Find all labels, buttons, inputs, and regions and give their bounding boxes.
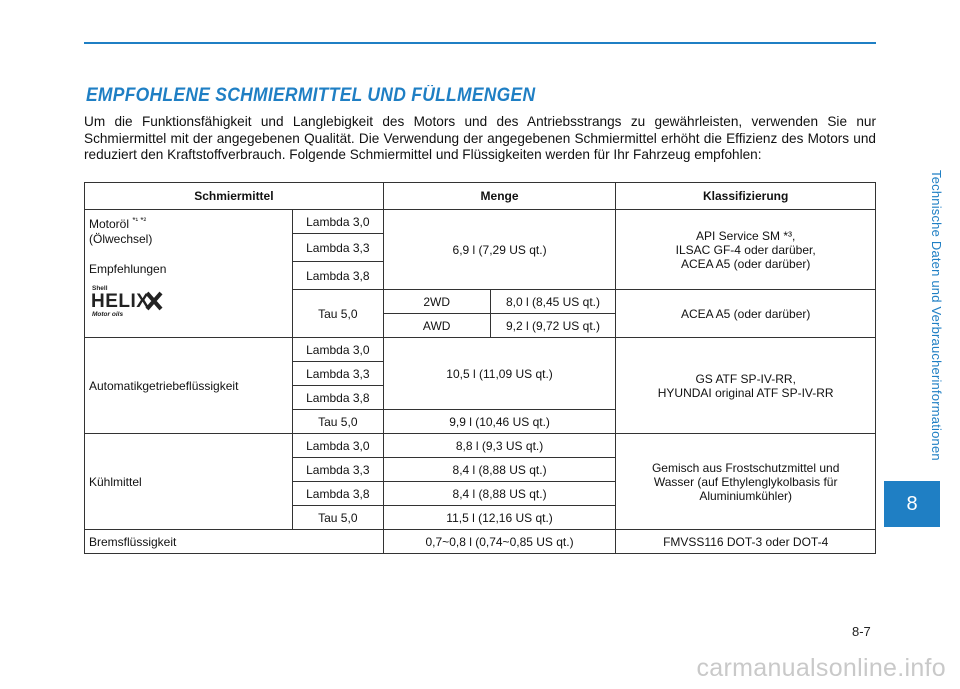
intro-paragraph: Um die Funktionsfähigkeit und Langlebigkeit des Motors und des Antriebsstrangs zu gewährleisten, verwenden Sie nur Schmiermittel mit der angegebenen Qualität. Die Verwendung der angegebenen Schmiermittel erhöht die Effizienz des Motors und reduziert den Kraftstoffverbrauch. Folgende Schmiermittel und Flüssigkeiten werden für Ihr Fahrzeug empfohlen: xyxy=(84,114,876,162)
page-title: EMPFOHLENE SCHMIERMITTEL UND FÜLLMENGEN xyxy=(86,85,536,106)
class-line: Gemisch aus Frostschutzmittel und xyxy=(651,460,840,475)
table-row xyxy=(85,434,876,458)
motor-oil-tau-class: ACEA A5 (oder darüber) xyxy=(616,290,876,338)
tau-2wd-label: 2WD xyxy=(383,290,490,314)
engine-cell: Lambda 3,3 xyxy=(292,362,383,386)
engine-cell: Lambda 3,3 xyxy=(292,234,383,262)
tau-awd-qty: 9,2 l (9,72 US qt.) xyxy=(490,314,616,338)
engine-cell: Tau 5,0 xyxy=(292,506,383,530)
motor-oil-recommend: Empfehlungen xyxy=(89,262,167,276)
atf-lambda-qty: 10,5 l (11,09 US qt.) xyxy=(383,338,616,410)
coolant-label: Kühlmittel xyxy=(85,434,293,530)
engine-cell: Lambda 3,8 xyxy=(292,386,383,410)
class-line: HYUNDAI original ATF SP-IV-RR xyxy=(657,385,834,400)
coolant-qty: 8,8 l (9,3 US qt.) xyxy=(383,434,616,458)
coolant-qty: 11,5 l (12,16 US qt.) xyxy=(383,506,616,530)
lubricant-table xyxy=(84,182,876,554)
header-quantity: Menge xyxy=(383,183,616,210)
watermark: carmanualsonline.info xyxy=(696,654,946,682)
coolant-qty: 8,4 l (8,88 US qt.) xyxy=(383,482,616,506)
table-header-row xyxy=(85,183,876,210)
class-line: Aluminiumkühler) xyxy=(699,488,793,503)
header-lubricant: Schmiermittel xyxy=(85,183,384,210)
motor-oil-lambda-class xyxy=(616,210,876,290)
engine-cell: Lambda 3,0 xyxy=(292,338,383,362)
motor-oil-label: Motoröl xyxy=(89,217,130,231)
top-rule xyxy=(84,42,876,44)
page-number: 8-7 xyxy=(852,624,871,639)
class-line: GS ATF SP-IV-RR, xyxy=(695,371,796,386)
engine-cell: Lambda 3,8 xyxy=(292,482,383,506)
brake-class: FMVSS116 DOT-3 oder DOT-4 xyxy=(616,530,876,554)
header-classification: Klassifizierung xyxy=(616,183,876,210)
engine-cell: Tau 5,0 xyxy=(292,410,383,434)
atf-tau-qty: 9,9 l (10,46 US qt.) xyxy=(383,410,616,434)
logo-sub-text: Motor oils xyxy=(92,311,124,318)
atf-class xyxy=(616,338,876,434)
brake-label: Bremsflüssigkeit xyxy=(85,530,384,554)
shell-helix-logo xyxy=(89,283,173,319)
motor-oil-cell xyxy=(85,210,293,338)
engine-cell: Tau 5,0 xyxy=(292,290,383,338)
engine-cell: Lambda 3,3 xyxy=(292,458,383,482)
table-row xyxy=(85,530,876,554)
engine-cell: Lambda 3,0 xyxy=(292,210,383,234)
table-row xyxy=(85,338,876,362)
section-side-label: Technische Daten und Verbraucherinformationen xyxy=(929,169,944,461)
brake-qty: 0,7~0,8 l (0,74~0,85 US qt.) xyxy=(383,530,616,554)
motor-oil-lambda-qty: 6,9 l (7,29 US qt.) xyxy=(383,210,616,290)
logo-brand-text: Shell xyxy=(92,285,108,292)
class-line: API Service SM *³, xyxy=(695,228,796,243)
class-line: ACEA A5 (oder darüber) xyxy=(680,256,811,271)
engine-cell: Lambda 3,0 xyxy=(292,434,383,458)
class-line: ILSAC GF-4 oder darüber, xyxy=(675,242,816,257)
coolant-qty: 8,4 l (8,88 US qt.) xyxy=(383,458,616,482)
tau-2wd-qty: 8,0 l (8,45 US qt.) xyxy=(490,290,616,314)
coolant-class xyxy=(616,434,876,530)
table-row xyxy=(85,210,876,234)
tau-awd-label: AWD xyxy=(383,314,490,338)
chapter-tab: 8 xyxy=(884,481,940,527)
motor-oil-footnote: *¹ *² xyxy=(132,216,147,225)
atf-label: Automatikgetriebeflüssigkeit xyxy=(85,338,293,434)
logo-name-text: HELIX xyxy=(91,291,150,312)
engine-cell: Lambda 3,8 xyxy=(292,262,383,290)
class-line: Wasser (auf Ethylenglykolbasis für xyxy=(653,474,838,489)
motor-oil-sublabel: (Ölwechsel) xyxy=(89,232,153,246)
